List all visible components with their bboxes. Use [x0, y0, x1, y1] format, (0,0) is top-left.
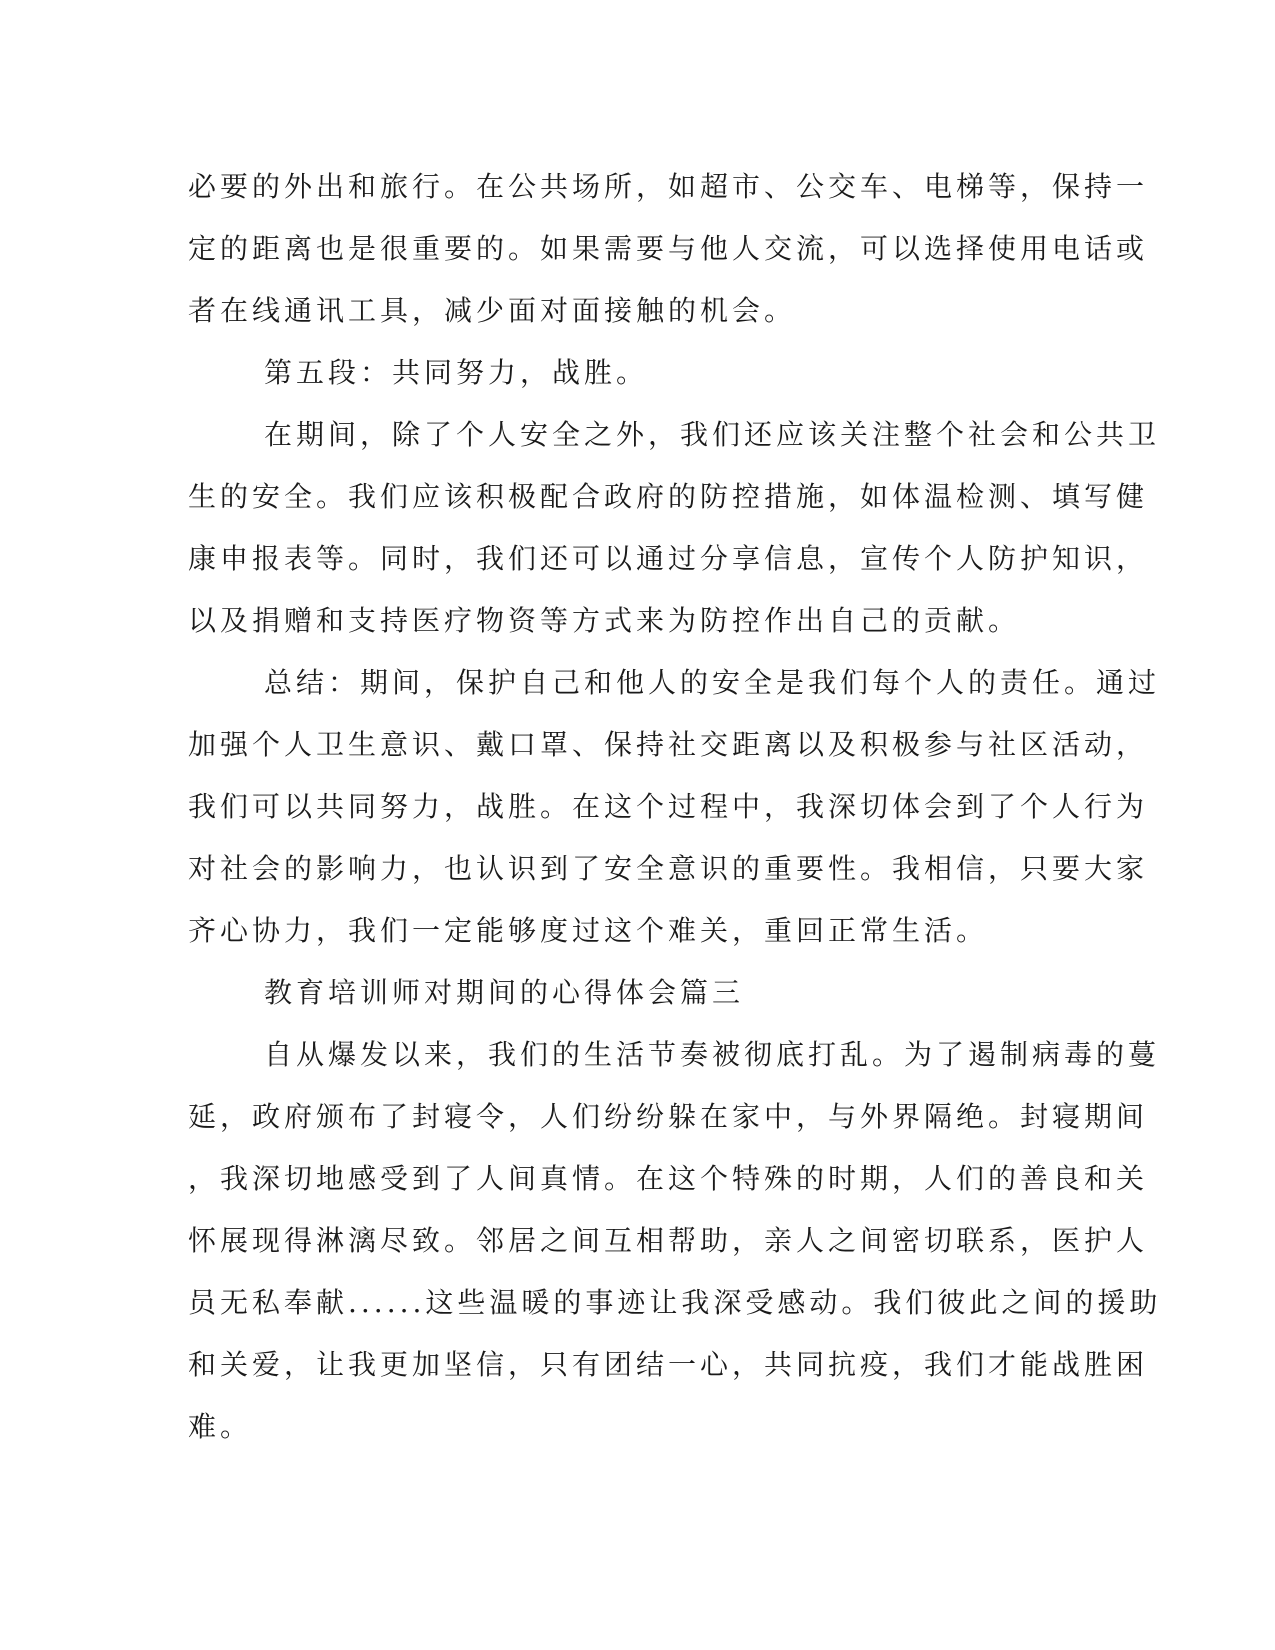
text-line-9: 总结：期间，保护自己和他人的安全是我们每个人的责任。通过 [264, 666, 1161, 699]
text-line-11: 我们可以共同努力，战胜。在这个过程中，我深切体会到了个人行为 [188, 790, 1149, 823]
text-line-5: 在期间，除了个人安全之外，我们还应该关注整个社会和公共卫 [264, 418, 1161, 451]
text-line-17: ，我深切地感受到了人间真情。在这个特殊的时期，人们的善良和关 [188, 1162, 1149, 1195]
text-line-16: 延，政府颁布了封寝令，人们纷纷躲在家中，与外界隔绝。封寝期间 [188, 1100, 1149, 1133]
text-line-3: 者在线通讯工具，减少面对面接触的机会。 [188, 294, 797, 327]
text-line-21: 难。 [188, 1410, 253, 1443]
text-line-12: 对社会的影响力，也认识到了安全意识的重要性。我相信，只要大家 [188, 852, 1149, 885]
text-line-18: 怀展现得淋漓尽致。邻居之间互相帮助，亲人之间密切联系，医护人 [188, 1224, 1149, 1257]
document-page [188, 156, 1162, 1458]
text-line-1: 必要的外出和旅行。在公共场所，如超市、公交车、电梯等，保持一 [188, 170, 1149, 203]
section-heading-5: 第五段：共同努力，战胜。 [264, 356, 649, 389]
text-line-10: 加强个人卫生意识、戴口罩、保持社交距离以及积极参与社区活动， [188, 728, 1149, 761]
text-line-2: 定的距离也是很重要的。如果需要与他人交流，可以选择使用电话或 [188, 232, 1149, 265]
text-line-13: 齐心协力，我们一定能够度过这个难关，重回正常生活。 [188, 914, 989, 947]
text-line-19: 员无私奉献......这些温暖的事迹让我深受感动。我们彼此之间的援助 [188, 1286, 1162, 1319]
article-title-part-3: 教育培训师对期间的心得体会篇三 [264, 976, 745, 1009]
text-line-8: 以及捐赠和支持医疗物资等方式来为防控作出自己的贡献。 [188, 604, 1021, 637]
text-line-7: 康申报表等。同时，我们还可以通过分享信息，宣传个人防护知识， [188, 542, 1149, 575]
text-line-15: 自从爆发以来，我们的生活节奏被彻底打乱。为了遏制病毒的蔓 [264, 1038, 1161, 1071]
text-line-6: 生的安全。我们应该积极配合政府的防控措施，如体温检测、填写健 [188, 480, 1149, 513]
text-line-20: 和关爱，让我更加坚信，只有团结一心，共同抗疫，我们才能战胜困 [188, 1348, 1149, 1381]
